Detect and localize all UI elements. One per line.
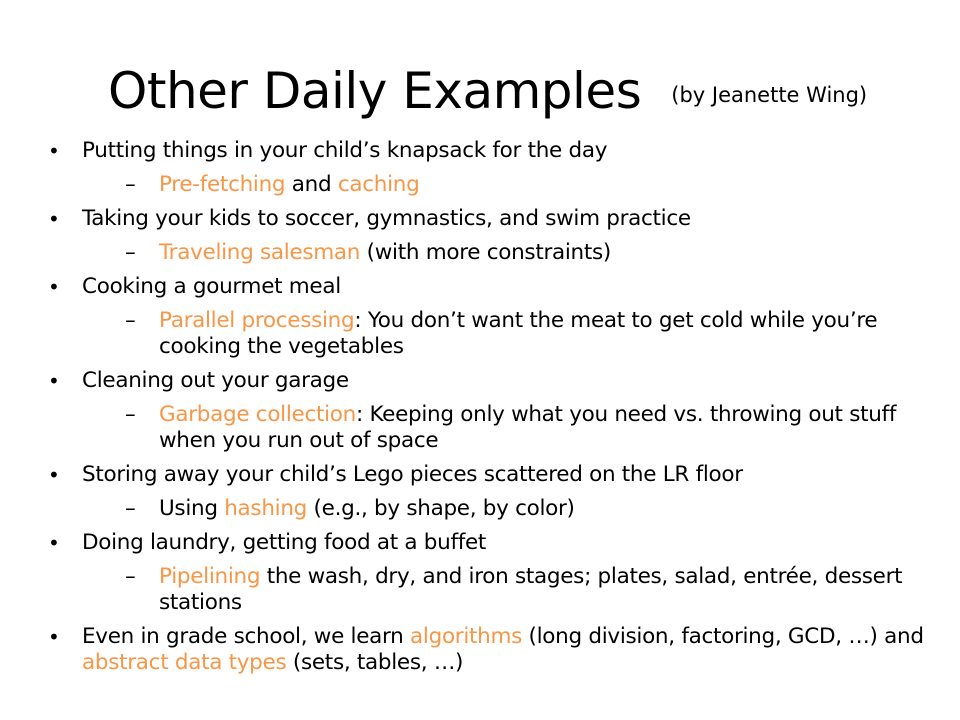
dash-icon: – <box>125 496 136 521</box>
bullet-text: Doing laundry, getting food at a buffet <box>82 530 487 555</box>
title-subtitle: (by Jeanette Wing) <box>671 83 868 107</box>
bullet-dot-icon: • <box>48 275 60 299</box>
sub-bullet <box>125 496 928 522</box>
sub-bullet <box>125 240 928 266</box>
bullet-text: Storing away your child’s Lego pieces scattered on the LR floor <box>82 462 743 487</box>
highlight-term: Garbage collection <box>159 402 356 427</box>
bullet-dot-icon: • <box>48 139 60 163</box>
highlight-term: Parallel processing <box>159 308 355 333</box>
slide-title <box>108 62 867 120</box>
bullet-text: Putting things in your child’s knapsack for the day <box>82 138 608 163</box>
bullet-dot-icon: • <box>48 369 60 393</box>
dash-icon: – <box>125 308 136 333</box>
bullet-item <box>48 624 928 676</box>
dash-icon: – <box>125 402 136 427</box>
highlight-term: caching <box>337 172 420 197</box>
sub-text: Using <box>159 496 225 521</box>
bullet-dot-icon: • <box>48 463 60 487</box>
sub-text: the wash, dry, and iron stages; plates, salad, entrée, dessert stations <box>159 564 903 615</box>
bullet-dot-icon: • <box>48 207 60 231</box>
sub-text: (e.g., by shape, by color) <box>307 496 575 521</box>
bullet-item <box>48 274 928 360</box>
bullet-dot-icon: • <box>48 625 60 649</box>
title-main: Other Daily Examples <box>108 62 642 120</box>
bullet-item <box>48 368 928 454</box>
sub-bullet <box>125 308 928 360</box>
bullet-item <box>48 206 928 266</box>
highlight-term: Pre-fetching <box>159 172 286 197</box>
highlight-term: Traveling salesman <box>159 240 361 265</box>
highlight-term: algorithms <box>410 624 523 649</box>
bullet-dot-icon: • <box>48 531 60 555</box>
bullet-text: (sets, tables, …) <box>286 650 464 675</box>
highlight-term: Pipelining <box>159 564 261 589</box>
bullet-text: Cooking a gourmet meal <box>82 274 341 299</box>
bullet-item <box>48 138 928 198</box>
dash-icon: – <box>125 240 136 265</box>
sub-text: : Keeping only what you need vs. throwing out stuff when you run out of space <box>159 402 897 453</box>
sub-bullet <box>125 402 928 454</box>
bullet-text: Taking your kids to soccer, gymnastics, and swim practice <box>82 206 691 231</box>
bullet-text: (long division, factoring, GCD, …) and <box>522 624 924 649</box>
bullet-item <box>48 462 928 522</box>
sub-text: (with more constraints) <box>360 240 611 265</box>
dash-icon: – <box>125 172 136 197</box>
bullet-item <box>48 530 928 616</box>
sub-text: : You don’t want the meat to get cold while you’re cooking the vegetables <box>159 308 878 359</box>
sub-text: and <box>285 172 338 197</box>
bullet-list <box>48 138 928 684</box>
bullet-text: Cleaning out your garage <box>82 368 349 393</box>
highlight-term: hashing <box>224 496 308 521</box>
highlight-term: abstract data types <box>82 650 287 675</box>
sub-bullet <box>125 172 928 198</box>
sub-bullet <box>125 564 928 616</box>
dash-icon: – <box>125 564 136 589</box>
bullet-text: Even in grade school, we learn <box>82 624 411 649</box>
